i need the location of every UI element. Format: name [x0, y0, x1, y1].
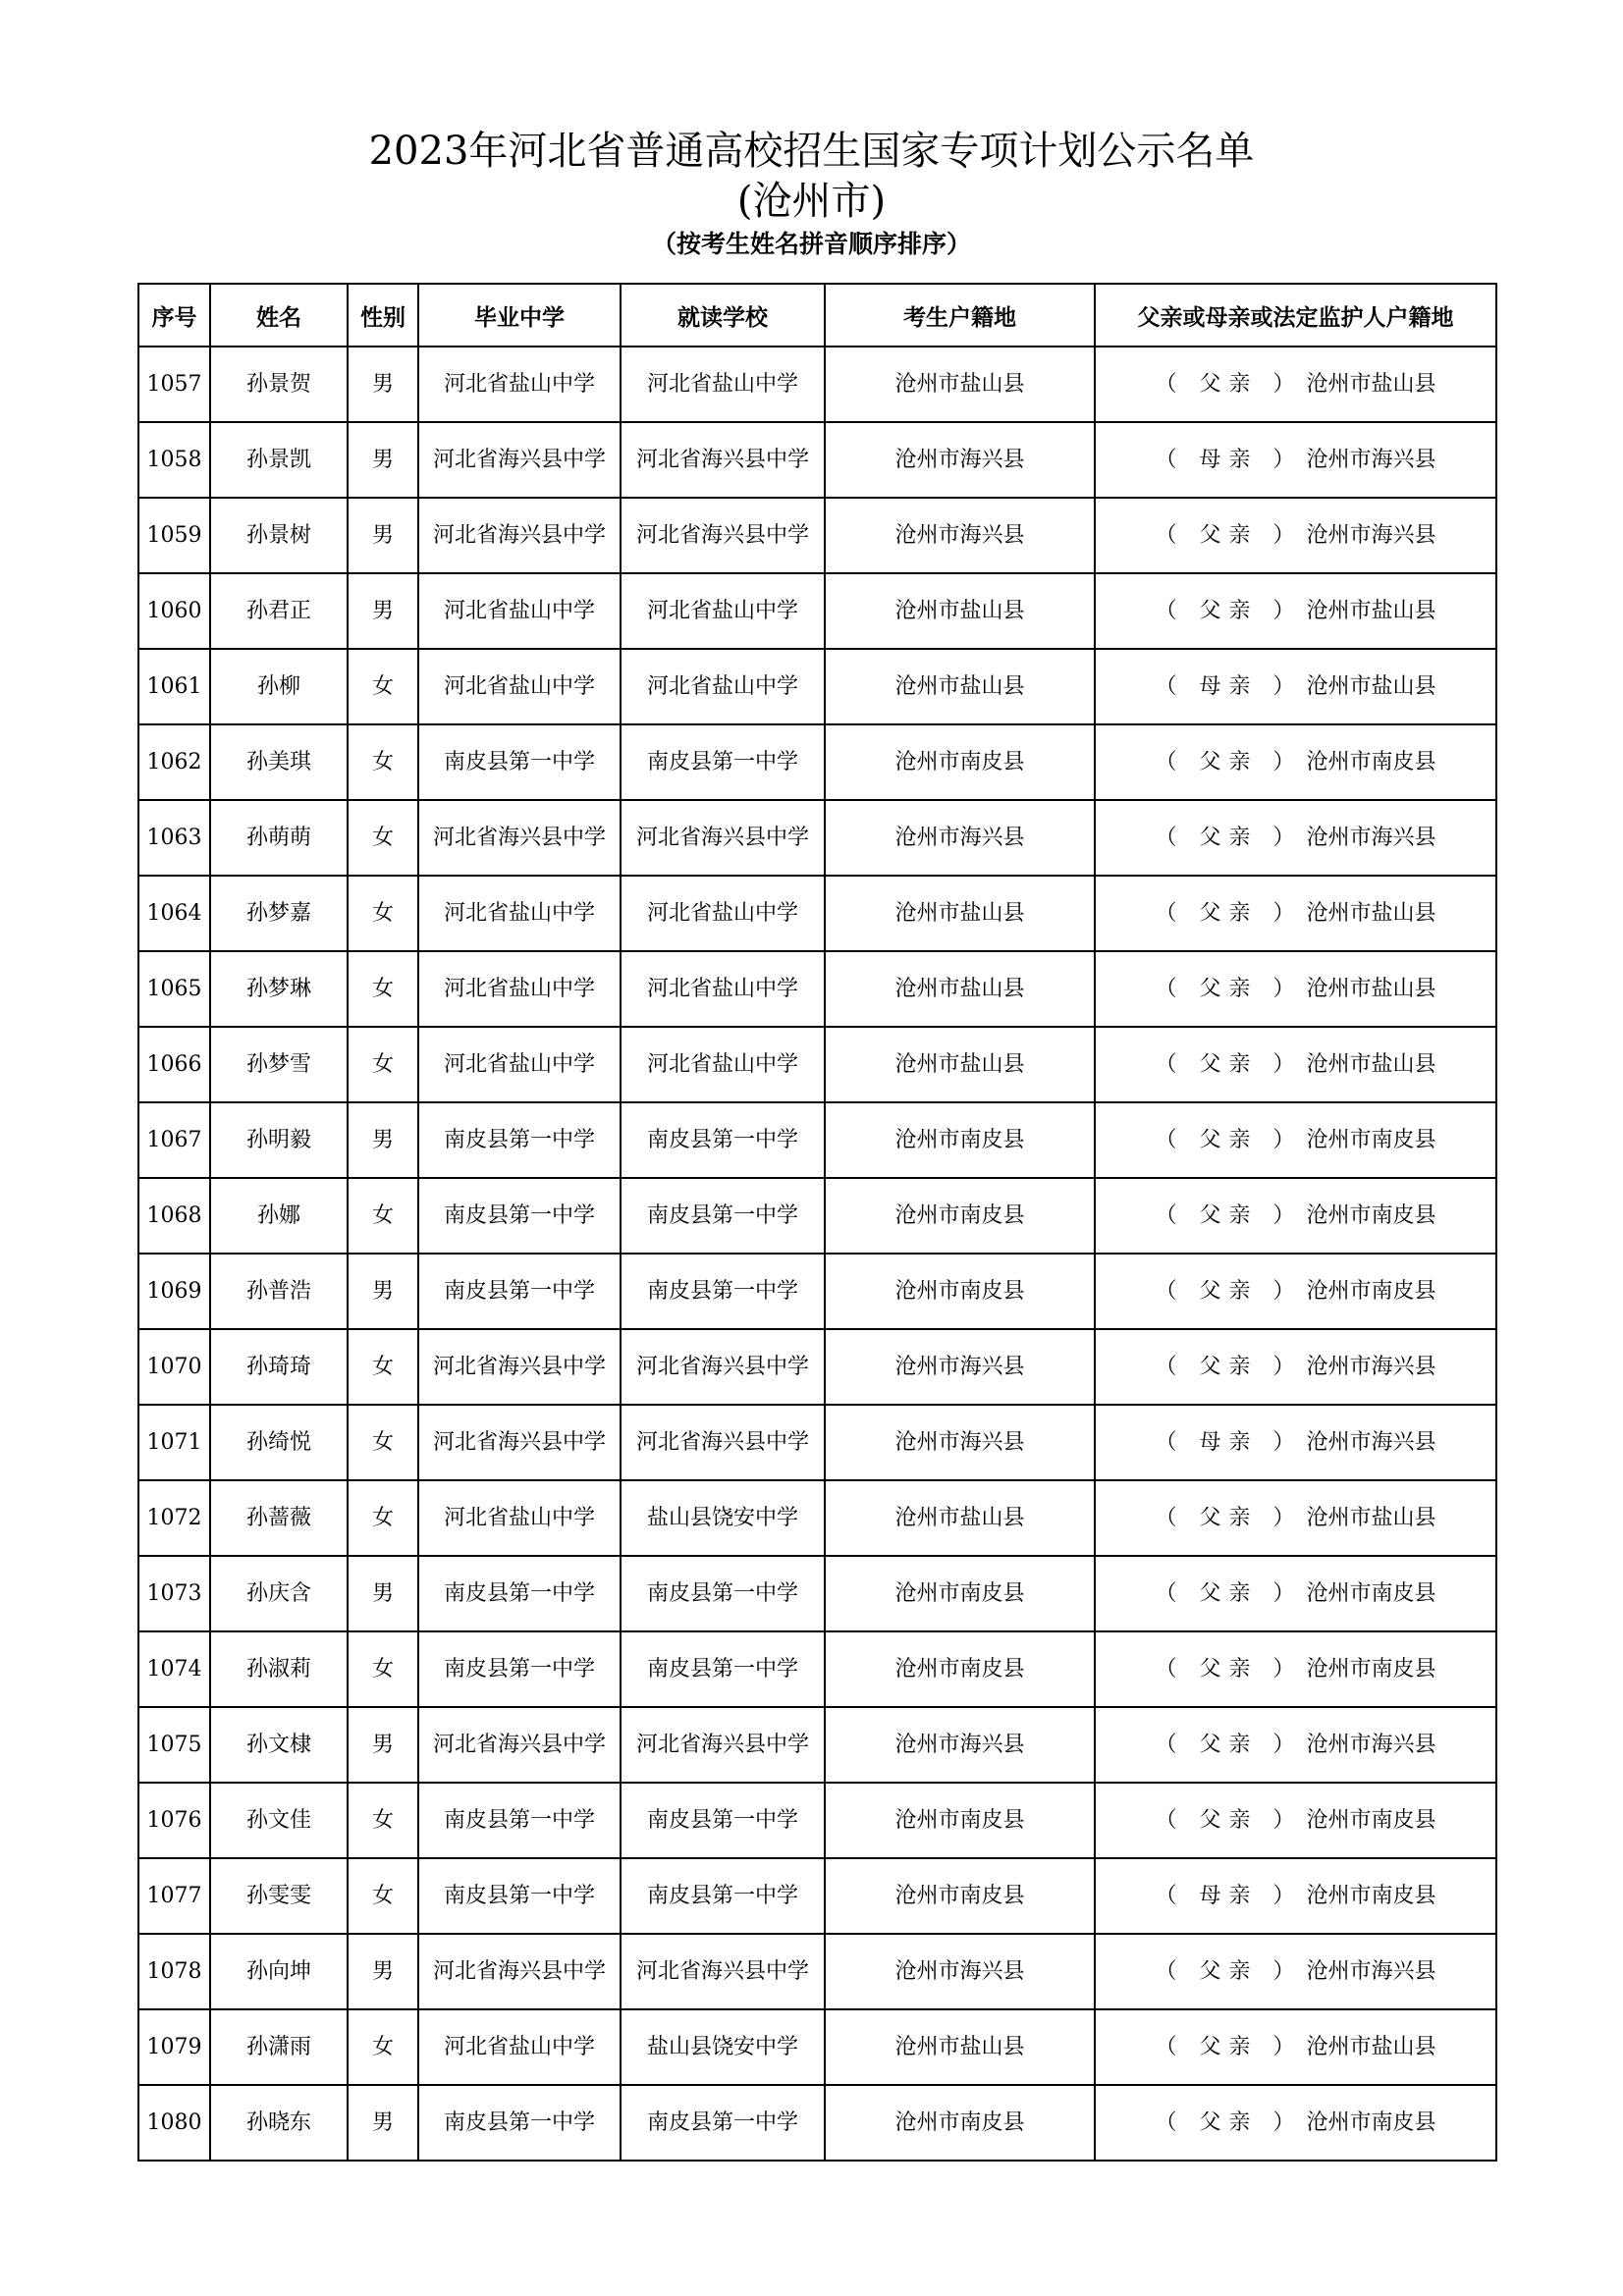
cell-serial-number: 1072 — [138, 1480, 210, 1556]
cell-student-household: 沧州市南皮县 — [825, 724, 1095, 800]
table-row — [138, 1027, 1496, 1102]
cell-serial-number: 1058 — [138, 422, 210, 498]
cell-serial-number: 1070 — [138, 1329, 210, 1405]
sort-note: （按考生姓名拼音顺序排序） — [651, 230, 971, 258]
cell-gender: 男 — [348, 422, 418, 498]
cell-student-name: 孙普浩 — [210, 1254, 348, 1329]
guardian-relation: （ 父亲 ） — [1155, 1354, 1303, 1379]
guardian-place: 沧州市盐山县 — [1306, 1505, 1436, 1530]
cell-guardian-household — [1095, 800, 1496, 876]
cell-graduation-school: 南皮县第一中学 — [418, 2085, 621, 2161]
cell-guardian-household — [1095, 1405, 1496, 1480]
cell-current-school: 河北省盐山中学 — [621, 876, 825, 951]
guardian-place: 沧州市南皮县 — [1306, 1580, 1436, 1606]
cell-student-name: 孙淑莉 — [210, 1631, 348, 1707]
cell-serial-number: 1077 — [138, 1858, 210, 1934]
cell-graduation-school: 河北省盐山中学 — [418, 347, 621, 422]
column-header-current-school: 就读学校 — [621, 284, 825, 347]
cell-current-school: 河北省海兴县中学 — [621, 1329, 825, 1405]
guardian-relation: （ 父亲 ） — [1155, 1807, 1303, 1833]
cell-current-school: 南皮县第一中学 — [621, 1858, 825, 1934]
cell-gender: 女 — [348, 1480, 418, 1556]
cell-student-household: 沧州市南皮县 — [825, 1858, 1095, 1934]
cell-gender: 男 — [348, 498, 418, 573]
cell-guardian-household — [1095, 724, 1496, 800]
cell-guardian-household — [1095, 1329, 1496, 1405]
guardian-relation: （ 父亲 ） — [1155, 1958, 1303, 1984]
guardian-place: 沧州市盐山县 — [1306, 976, 1436, 1001]
cell-gender: 女 — [348, 876, 418, 951]
cell-graduation-school: 南皮县第一中学 — [418, 1858, 621, 1934]
table-row — [138, 649, 1496, 724]
cell-guardian-household — [1095, 347, 1496, 422]
cell-graduation-school: 河北省海兴县中学 — [418, 1405, 621, 1480]
cell-student-household: 沧州市海兴县 — [825, 498, 1095, 573]
guardian-relation: （ 父亲 ） — [1155, 1656, 1303, 1682]
table-row — [138, 1102, 1496, 1178]
cell-student-name: 孙雯雯 — [210, 1858, 348, 1934]
table-header — [138, 284, 1496, 347]
guardian-place: 沧州市盐山县 — [1306, 673, 1436, 699]
cell-guardian-household — [1095, 1102, 1496, 1178]
guardian-relation: （ 父亲 ） — [1155, 1051, 1303, 1077]
column-header-grad-school: 毕业中学 — [418, 284, 621, 347]
guardian-relation: （ 母亲 ） — [1155, 673, 1303, 699]
guardian-relation: （ 父亲 ） — [1155, 1505, 1303, 1530]
cell-serial-number: 1078 — [138, 1934, 210, 2009]
cell-student-household: 沧州市南皮县 — [825, 1102, 1095, 1178]
column-header-guardian-household: 父亲或母亲或法定监护人户籍地 — [1095, 284, 1496, 347]
roster-table — [137, 283, 1497, 2162]
cell-gender: 女 — [348, 1405, 418, 1480]
cell-student-name: 孙文佳 — [210, 1783, 348, 1858]
cell-student-household: 沧州市海兴县 — [825, 1329, 1095, 1405]
table-row — [138, 1783, 1496, 1858]
table-row — [138, 573, 1496, 649]
guardian-relation: （ 父亲 ） — [1155, 1202, 1303, 1228]
cell-current-school: 河北省海兴县中学 — [621, 800, 825, 876]
table-row — [138, 876, 1496, 951]
cell-guardian-household — [1095, 1858, 1496, 1934]
guardian-relation: （ 父亲 ） — [1155, 749, 1303, 774]
cell-current-school: 盐山县饶安中学 — [621, 1480, 825, 1556]
cell-student-household: 沧州市南皮县 — [825, 1783, 1095, 1858]
cell-student-name: 孙绮悦 — [210, 1405, 348, 1480]
cell-serial-number: 1067 — [138, 1102, 210, 1178]
cell-current-school: 南皮县第一中学 — [621, 1254, 825, 1329]
cell-current-school: 盐山县饶安中学 — [621, 2009, 825, 2085]
table-row — [138, 951, 1496, 1027]
guardian-relation: （ 父亲 ） — [1155, 2034, 1303, 2059]
guardian-place: 沧州市盐山县 — [1306, 2034, 1436, 2059]
guardian-place: 沧州市南皮县 — [1306, 1656, 1436, 1682]
guardian-place: 沧州市盐山县 — [1306, 371, 1436, 397]
cell-student-household: 沧州市海兴县 — [825, 1934, 1095, 2009]
guardian-relation: （ 父亲 ） — [1155, 1278, 1303, 1304]
table-row — [138, 1480, 1496, 1556]
guardian-place: 沧州市南皮县 — [1306, 2109, 1436, 2135]
guardian-place: 沧州市盐山县 — [1306, 900, 1436, 926]
cell-current-school: 河北省盐山中学 — [621, 649, 825, 724]
cell-student-household: 沧州市盐山县 — [825, 1027, 1095, 1102]
guardian-place: 沧州市海兴县 — [1306, 1958, 1436, 1984]
guardian-place: 沧州市海兴县 — [1306, 825, 1436, 850]
cell-student-name: 孙梦琳 — [210, 951, 348, 1027]
cell-graduation-school: 河北省盐山中学 — [418, 2009, 621, 2085]
cell-graduation-school: 河北省海兴县中学 — [418, 422, 621, 498]
cell-student-household: 沧州市盐山县 — [825, 649, 1095, 724]
cell-graduation-school: 河北省盐山中学 — [418, 649, 621, 724]
cell-guardian-household — [1095, 876, 1496, 951]
cell-gender: 女 — [348, 1027, 418, 1102]
cell-serial-number: 1073 — [138, 1556, 210, 1631]
cell-student-household: 沧州市盐山县 — [825, 951, 1095, 1027]
cell-guardian-household — [1095, 2009, 1496, 2085]
table-row — [138, 800, 1496, 876]
cell-serial-number: 1068 — [138, 1178, 210, 1254]
cell-serial-number: 1071 — [138, 1405, 210, 1480]
guardian-relation: （ 父亲 ） — [1155, 1580, 1303, 1606]
cell-gender: 女 — [348, 649, 418, 724]
cell-guardian-household — [1095, 422, 1496, 498]
cell-guardian-household — [1095, 2085, 1496, 2161]
cell-gender: 男 — [348, 1102, 418, 1178]
column-header-household: 考生户籍地 — [825, 284, 1095, 347]
table-row — [138, 2085, 1496, 2161]
cell-graduation-school: 河北省海兴县中学 — [418, 1934, 621, 2009]
cell-student-household: 沧州市海兴县 — [825, 1707, 1095, 1783]
cell-student-name: 孙景树 — [210, 498, 348, 573]
table-row — [138, 1707, 1496, 1783]
column-header-no: 序号 — [138, 284, 210, 347]
cell-student-name: 孙景贺 — [210, 347, 348, 422]
guardian-place: 沧州市南皮县 — [1306, 749, 1436, 774]
cell-current-school: 南皮县第一中学 — [621, 2085, 825, 2161]
cell-student-name: 孙柳 — [210, 649, 348, 724]
guardian-relation: （ 父亲 ） — [1155, 598, 1303, 623]
cell-student-name: 孙琦琦 — [210, 1329, 348, 1405]
cell-current-school: 河北省盐山中学 — [621, 573, 825, 649]
column-header-gender: 性别 — [348, 284, 418, 347]
cell-graduation-school: 河北省盐山中学 — [418, 1480, 621, 1556]
guardian-relation: （ 父亲 ） — [1155, 900, 1303, 926]
cell-serial-number: 1064 — [138, 876, 210, 951]
guardian-place: 沧州市南皮县 — [1306, 1127, 1436, 1152]
cell-guardian-household — [1095, 573, 1496, 649]
cell-serial-number: 1080 — [138, 2085, 210, 2161]
cell-student-name: 孙梦嘉 — [210, 876, 348, 951]
cell-gender: 女 — [348, 724, 418, 800]
header-row — [138, 284, 1496, 347]
cell-current-school: 河北省海兴县中学 — [621, 1707, 825, 1783]
cell-serial-number: 1076 — [138, 1783, 210, 1858]
table-row — [138, 347, 1496, 422]
cell-current-school: 南皮县第一中学 — [621, 724, 825, 800]
cell-serial-number: 1057 — [138, 347, 210, 422]
cell-gender: 男 — [348, 1254, 418, 1329]
table-row — [138, 724, 1496, 800]
cell-gender: 男 — [348, 1556, 418, 1631]
guardian-relation: （ 母亲 ） — [1155, 447, 1303, 472]
cell-student-household: 沧州市南皮县 — [825, 1631, 1095, 1707]
guardian-place: 沧州市海兴县 — [1306, 447, 1436, 472]
cell-student-household: 沧州市盐山县 — [825, 1480, 1095, 1556]
guardian-relation: （ 父亲 ） — [1155, 371, 1303, 397]
cell-guardian-household — [1095, 1027, 1496, 1102]
cell-current-school: 河北省海兴县中学 — [621, 422, 825, 498]
cell-gender: 男 — [348, 347, 418, 422]
cell-student-household: 沧州市海兴县 — [825, 422, 1095, 498]
cell-current-school: 河北省海兴县中学 — [621, 1405, 825, 1480]
table-row — [138, 1329, 1496, 1405]
guardian-place: 沧州市盐山县 — [1306, 598, 1436, 623]
table-body — [138, 347, 1496, 2161]
table-row — [138, 1254, 1496, 1329]
cell-graduation-school: 河北省盐山中学 — [418, 951, 621, 1027]
cell-serial-number: 1063 — [138, 800, 210, 876]
cell-student-household: 沧州市盐山县 — [825, 573, 1095, 649]
cell-current-school: 南皮县第一中学 — [621, 1631, 825, 1707]
guardian-relation: （ 父亲 ） — [1155, 825, 1303, 850]
table-row — [138, 1556, 1496, 1631]
guardian-relation: （ 父亲 ） — [1155, 976, 1303, 1001]
guardian-place: 沧州市海兴县 — [1306, 1732, 1436, 1757]
column-header-name: 姓名 — [210, 284, 348, 347]
cell-graduation-school: 河北省海兴县中学 — [418, 498, 621, 573]
cell-gender: 女 — [348, 1783, 418, 1858]
guardian-relation: （ 父亲 ） — [1155, 1732, 1303, 1757]
cell-serial-number: 1079 — [138, 2009, 210, 2085]
cell-serial-number: 1060 — [138, 573, 210, 649]
cell-student-name: 孙美琪 — [210, 724, 348, 800]
cell-guardian-household — [1095, 498, 1496, 573]
table-row — [138, 1934, 1496, 2009]
guardian-relation: （ 母亲 ） — [1155, 1883, 1303, 1908]
cell-serial-number: 1069 — [138, 1254, 210, 1329]
cell-guardian-household — [1095, 1178, 1496, 1254]
cell-student-household: 沧州市南皮县 — [825, 1178, 1095, 1254]
cell-student-name: 孙向坤 — [210, 1934, 348, 2009]
cell-graduation-school: 河北省盐山中学 — [418, 1027, 621, 1102]
cell-student-name: 孙潇雨 — [210, 2009, 348, 2085]
cell-student-household: 沧州市海兴县 — [825, 1405, 1095, 1480]
cell-serial-number: 1061 — [138, 649, 210, 724]
cell-current-school: 河北省盐山中学 — [621, 951, 825, 1027]
cell-graduation-school: 南皮县第一中学 — [418, 724, 621, 800]
cell-guardian-household — [1095, 1254, 1496, 1329]
table-row — [138, 422, 1496, 498]
cell-student-name: 孙梦雪 — [210, 1027, 348, 1102]
cell-student-household: 沧州市盐山县 — [825, 876, 1095, 951]
cell-graduation-school: 河北省海兴县中学 — [418, 1707, 621, 1783]
cell-current-school: 河北省海兴县中学 — [621, 498, 825, 573]
page-title: 2023年河北省普通高校招生国家专项计划公示名单 — [368, 129, 1255, 174]
table-row — [138, 1405, 1496, 1480]
cell-graduation-school: 南皮县第一中学 — [418, 1102, 621, 1178]
guardian-place: 沧州市南皮县 — [1306, 1883, 1436, 1908]
cell-student-household: 沧州市盐山县 — [825, 2009, 1095, 2085]
guardian-place: 沧州市南皮县 — [1306, 1807, 1436, 1833]
cell-gender: 女 — [348, 800, 418, 876]
cell-gender: 女 — [348, 2009, 418, 2085]
page-subtitle: (沧州市) — [736, 179, 887, 224]
cell-guardian-household — [1095, 1556, 1496, 1631]
table-row — [138, 1178, 1496, 1254]
guardian-place: 沧州市海兴县 — [1306, 522, 1436, 548]
cell-graduation-school: 南皮县第一中学 — [418, 1178, 621, 1254]
cell-serial-number: 1075 — [138, 1707, 210, 1783]
table-row — [138, 498, 1496, 573]
cell-guardian-household — [1095, 1783, 1496, 1858]
cell-serial-number: 1074 — [138, 1631, 210, 1707]
guardian-place: 沧州市海兴县 — [1306, 1429, 1436, 1455]
cell-current-school: 南皮县第一中学 — [621, 1178, 825, 1254]
cell-guardian-household — [1095, 1707, 1496, 1783]
cell-student-name: 孙晓东 — [210, 2085, 348, 2161]
cell-guardian-household — [1095, 1631, 1496, 1707]
cell-serial-number: 1059 — [138, 498, 210, 573]
cell-current-school: 南皮县第一中学 — [621, 1556, 825, 1631]
cell-student-name: 孙明毅 — [210, 1102, 348, 1178]
cell-guardian-household — [1095, 1934, 1496, 2009]
table-row — [138, 2009, 1496, 2085]
cell-current-school: 南皮县第一中学 — [621, 1783, 825, 1858]
guardian-relation: （ 父亲 ） — [1155, 522, 1303, 548]
cell-graduation-school: 南皮县第一中学 — [418, 1556, 621, 1631]
guardian-place: 沧州市盐山县 — [1306, 1051, 1436, 1077]
cell-serial-number: 1066 — [138, 1027, 210, 1102]
table-row — [138, 1858, 1496, 1934]
cell-student-name: 孙君正 — [210, 573, 348, 649]
cell-graduation-school: 河北省海兴县中学 — [418, 1329, 621, 1405]
cell-current-school: 河北省盐山中学 — [621, 1027, 825, 1102]
guardian-relation: （ 父亲 ） — [1155, 2109, 1303, 2135]
cell-guardian-household — [1095, 649, 1496, 724]
cell-serial-number: 1065 — [138, 951, 210, 1027]
cell-graduation-school: 河北省盐山中学 — [418, 573, 621, 649]
cell-graduation-school: 河北省盐山中学 — [418, 876, 621, 951]
cell-current-school: 南皮县第一中学 — [621, 1102, 825, 1178]
cell-gender: 男 — [348, 2085, 418, 2161]
cell-gender: 女 — [348, 1631, 418, 1707]
guardian-place: 沧州市海兴县 — [1306, 1354, 1436, 1379]
guardian-place: 沧州市南皮县 — [1306, 1278, 1436, 1304]
cell-student-household: 沧州市南皮县 — [825, 1254, 1095, 1329]
cell-serial-number: 1062 — [138, 724, 210, 800]
cell-graduation-school: 南皮县第一中学 — [418, 1783, 621, 1858]
table-row — [138, 1631, 1496, 1707]
cell-student-household: 沧州市盐山县 — [825, 347, 1095, 422]
cell-gender: 男 — [348, 1934, 418, 2009]
cell-student-name: 孙文棣 — [210, 1707, 348, 1783]
cell-guardian-household — [1095, 951, 1496, 1027]
cell-student-name: 孙庆含 — [210, 1556, 348, 1631]
cell-student-household: 沧州市南皮县 — [825, 2085, 1095, 2161]
guardian-relation: （ 母亲 ） — [1155, 1429, 1303, 1455]
cell-gender: 女 — [348, 951, 418, 1027]
cell-student-name: 孙娜 — [210, 1178, 348, 1254]
cell-gender: 女 — [348, 1178, 418, 1254]
cell-student-name: 孙萌萌 — [210, 800, 348, 876]
cell-student-name: 孙景凯 — [210, 422, 348, 498]
guardian-relation: （ 父亲 ） — [1155, 1127, 1303, 1152]
cell-student-name: 孙蔷薇 — [210, 1480, 348, 1556]
cell-guardian-household — [1095, 1480, 1496, 1556]
cell-gender: 男 — [348, 1707, 418, 1783]
cell-student-household: 沧州市海兴县 — [825, 800, 1095, 876]
cell-graduation-school: 河北省海兴县中学 — [418, 800, 621, 876]
cell-current-school: 河北省盐山中学 — [621, 347, 825, 422]
cell-student-household: 沧州市南皮县 — [825, 1556, 1095, 1631]
cell-gender: 男 — [348, 573, 418, 649]
cell-current-school: 河北省海兴县中学 — [621, 1934, 825, 2009]
cell-graduation-school: 南皮县第一中学 — [418, 1631, 621, 1707]
guardian-place: 沧州市南皮县 — [1306, 1202, 1436, 1228]
cell-graduation-school: 南皮县第一中学 — [418, 1254, 621, 1329]
cell-gender: 女 — [348, 1329, 418, 1405]
cell-gender: 女 — [348, 1858, 418, 1934]
